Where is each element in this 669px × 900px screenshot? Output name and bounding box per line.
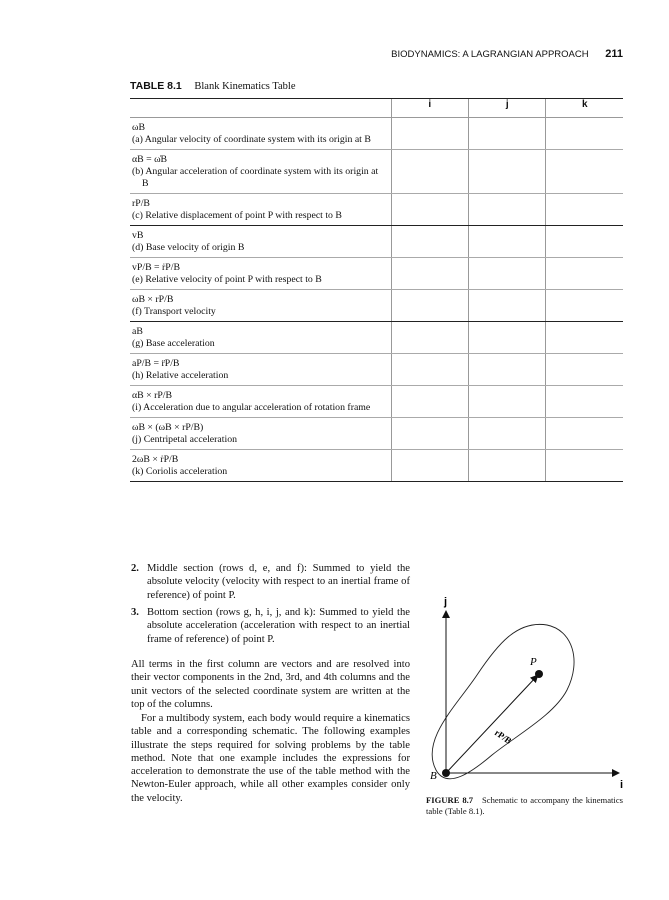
table-cell-k xyxy=(546,150,623,194)
table-cell-j xyxy=(469,194,546,226)
row-symbol: rP/B xyxy=(132,198,150,209)
table-header-k: k xyxy=(546,99,623,118)
row-symbol: αB × rP/B xyxy=(132,390,173,401)
row-symbol: ωB × rP/B xyxy=(132,294,174,305)
row-symbol: ωB xyxy=(132,122,145,133)
row-description xyxy=(130,226,391,258)
kinematics-table xyxy=(130,98,623,482)
table-row xyxy=(130,450,623,482)
table-label: TABLE 8.1 xyxy=(130,80,182,92)
row-symbol: ωB × (ωB × rP/B) xyxy=(132,422,204,433)
table-cell-j xyxy=(469,290,546,322)
table-cell-i xyxy=(391,258,468,290)
row-symbol: αB = ω̇B xyxy=(132,154,168,165)
row-symbol: vB xyxy=(132,230,144,241)
table-cell-k xyxy=(546,118,623,150)
figure-8-7-schematic xyxy=(422,590,627,800)
list-item xyxy=(131,606,410,646)
table-cell-k xyxy=(546,322,623,354)
row-description xyxy=(130,194,391,226)
row-text: (k) Coriolis acceleration xyxy=(132,466,228,477)
table-cell-j xyxy=(469,450,546,482)
body-outline xyxy=(432,624,574,778)
table-row xyxy=(130,418,623,450)
table-cell-i xyxy=(391,450,468,482)
row-symbol: 2ωB × ṙP/B xyxy=(132,454,179,465)
row-text: (g) Base acceleration xyxy=(132,338,215,349)
table-cell-j xyxy=(469,226,546,258)
row-symbol: vP/B = ṙP/B xyxy=(132,262,180,273)
row-text: (i) Acceleration due to angular acceleration of rotation frame xyxy=(132,402,371,413)
row-text: (c) Relative displacement of point P with respect to B xyxy=(132,210,342,221)
row-description xyxy=(130,386,391,418)
row-description xyxy=(130,450,391,482)
table-row xyxy=(130,322,623,354)
table-cell-i xyxy=(391,322,468,354)
table-cell-j xyxy=(469,150,546,194)
table-cell-i xyxy=(391,418,468,450)
table-row xyxy=(130,194,623,226)
table-cell-j xyxy=(469,386,546,418)
row-description xyxy=(130,290,391,322)
table-row xyxy=(130,290,623,322)
row-symbol: aB xyxy=(132,326,143,337)
page-number: 211 xyxy=(605,48,623,60)
figure-caption-text: Schematic to accompany the kinematics table (Table 8.1). xyxy=(426,795,623,816)
table-caption xyxy=(130,80,296,92)
table-cell-i xyxy=(391,386,468,418)
point-p-dot xyxy=(535,670,543,678)
table-cell-k xyxy=(546,226,623,258)
table-title: Blank Kinematics Table xyxy=(194,81,296,92)
row-text: (j) Centripetal acceleration xyxy=(132,434,237,445)
row-text: (e) Relative velocity of point P with respect to B xyxy=(132,274,322,285)
row-symbol: aP/B = r̈P/B xyxy=(132,358,180,369)
row-text: (h) Relative acceleration xyxy=(132,370,229,381)
table-cell-i xyxy=(391,290,468,322)
row-description xyxy=(130,354,391,386)
paragraph: For a multibody system, each body would require a kinematics table and a corresponding schematic. The following examples illustrate the steps required for solving problems by the table method. Note that one example includes the expressions for acceleration to demonstrate the use of the table method with the Newton-Euler approach, while all other examples consider only the velocity. xyxy=(131,713,410,804)
table-cell-j xyxy=(469,354,546,386)
table-row xyxy=(130,226,623,258)
list-text: Middle section (rows d, e, and f): Summed to yield the absolute velocity (velocity with respect to an inertial frame of reference) of point P. xyxy=(147,563,410,601)
table-row xyxy=(130,150,623,194)
table-header-blank xyxy=(130,99,391,118)
table-cell-k xyxy=(546,194,623,226)
table-cell-k xyxy=(546,354,623,386)
table-cell-j xyxy=(469,418,546,450)
running-title: BIODYNAMICS: A LAGRANGIAN APPROACH xyxy=(391,49,589,60)
table-cell-k xyxy=(546,258,623,290)
table-cell-j xyxy=(469,322,546,354)
table-row xyxy=(130,258,623,290)
row-description xyxy=(130,258,391,290)
table-cell-i xyxy=(391,150,468,194)
table-header-j: j xyxy=(469,99,546,118)
row-text: (f) Transport velocity xyxy=(132,306,216,317)
point-p-label: P xyxy=(530,656,537,668)
row-description xyxy=(130,118,391,150)
table-row xyxy=(130,354,623,386)
row-text: (d) Base velocity of origin B xyxy=(132,242,245,253)
list-text: Bottom section (rows g, h, i, j, and k): Summed to yield the absolute acceleration (acceleration with respect to an inertial frame of reference) of point P. xyxy=(147,607,410,645)
paragraph: All terms in the first column are vectors and are resolved into their vector components in the 2nd, 3rd, and 4th columns and the unit vectors of the selected coordinate system are written at the top of the columns. xyxy=(131,659,410,710)
row-description xyxy=(130,150,391,194)
table-row xyxy=(130,118,623,150)
row-text: (a) Angular velocity of coordinate system with its origin at B xyxy=(132,134,371,145)
table-cell-k xyxy=(546,290,623,322)
table-cell-i xyxy=(391,354,468,386)
position-vector-line xyxy=(446,676,537,773)
list-number: 2. xyxy=(131,563,139,574)
vector-label: rP/B xyxy=(492,727,514,746)
row-description xyxy=(130,418,391,450)
table-cell-j xyxy=(469,118,546,150)
axis-j-label: j xyxy=(444,596,448,608)
row-description xyxy=(130,322,391,354)
table-cell-j xyxy=(469,258,546,290)
list-number: 3. xyxy=(131,607,139,618)
table-cell-k xyxy=(546,418,623,450)
table-cell-k xyxy=(546,450,623,482)
table-row xyxy=(130,386,623,418)
table-cell-i xyxy=(391,118,468,150)
table-cell-i xyxy=(391,226,468,258)
point-b-dot xyxy=(442,769,450,777)
table-cell-k xyxy=(546,386,623,418)
list-item xyxy=(131,562,410,602)
row-text: (b) Angular acceleration of coordinate system with its origin at B xyxy=(132,166,379,189)
table-header-i: i xyxy=(391,99,468,118)
running-header xyxy=(130,48,623,60)
axis-i-label: i xyxy=(620,779,624,791)
figure-label: FIGURE 8.7 xyxy=(426,795,474,805)
figure-caption xyxy=(426,795,623,817)
point-b-label: B xyxy=(430,770,437,782)
table-cell-i xyxy=(391,194,468,226)
